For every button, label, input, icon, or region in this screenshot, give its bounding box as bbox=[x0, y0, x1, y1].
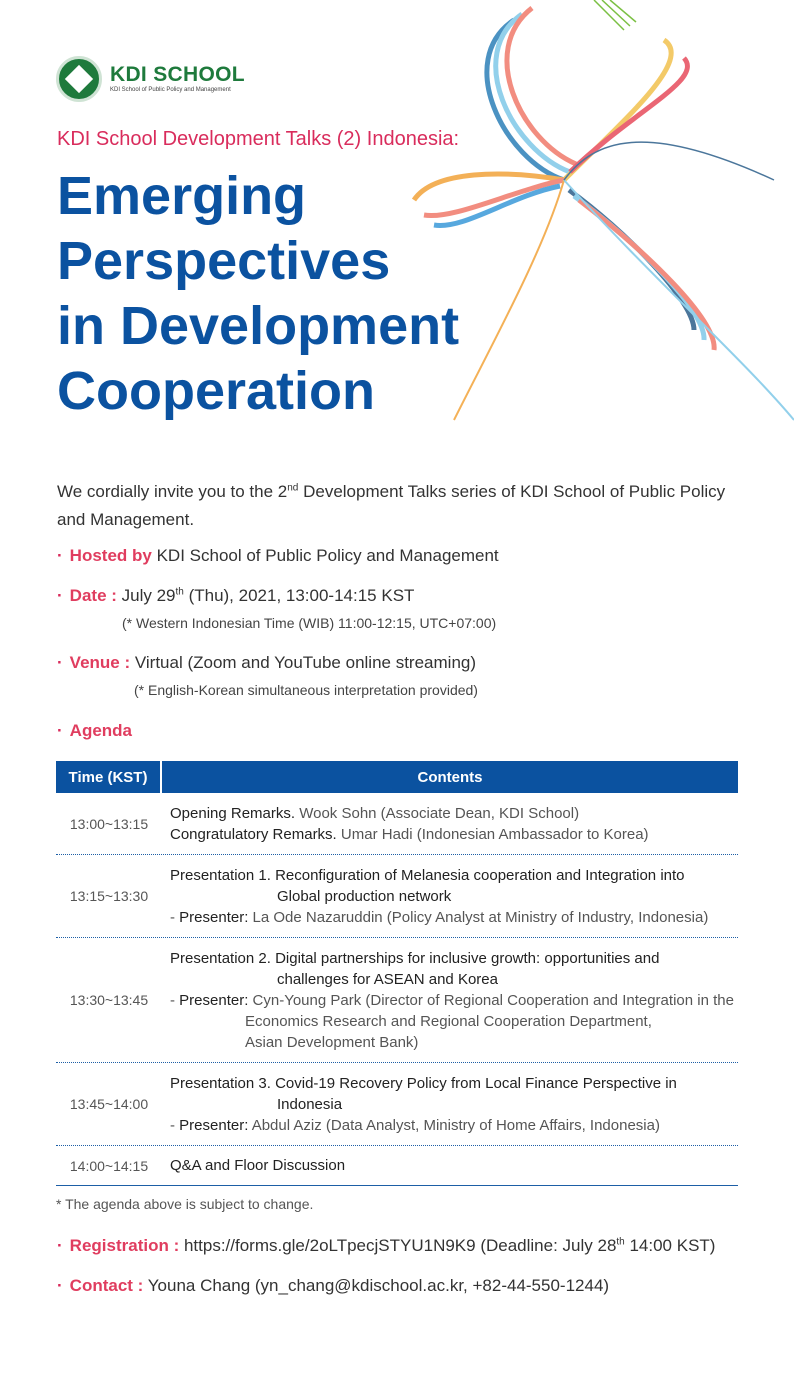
venue-item: · Venue : Virtual (Zoom and YouTube online streaming) bbox=[57, 653, 477, 672]
column-header-time: Time (KST) bbox=[56, 761, 162, 793]
agenda-table-header bbox=[56, 761, 738, 793]
table-row bbox=[56, 855, 738, 938]
row-content: Presentation 1. Reconfiguration of Melanesia cooperation and Integration into Global production network - Presenter: La Ode Nazaruddin (Policy Analyst at Ministry of Industry, Indonesia) bbox=[170, 866, 709, 926]
contact-item: · Contact : Youna Chang (yn_chang@kdischool.ac.kr, +82-44-550-1244) bbox=[57, 1276, 610, 1295]
row-content: Presentation 3. Covid-19 Recovery Policy from Local Finance Perspective in Indonesia - Presenter: Abdul Aziz (Data Analyst, Ministry of Home Affairs, Indonesia) bbox=[170, 1074, 677, 1134]
bullet-icon: · bbox=[57, 1236, 63, 1255]
table-row bbox=[56, 1063, 738, 1146]
logo-name: KDI SCHOOL bbox=[110, 63, 245, 86]
row-time: 13:45~14:00 bbox=[69, 1096, 149, 1112]
row-content: Opening Remarks. Wook Sohn (Associate Dean, KDI School) Congratulatory Remarks. Umar Hadi (Indonesian Ambassador to Korea) bbox=[170, 804, 649, 843]
row-content: Q&A and Floor Discussion bbox=[170, 1157, 346, 1174]
date-item: · Date : July 29th (Thu), 2021, 13:00-14:15 KST bbox=[57, 586, 415, 605]
registration-link[interactable]: https://forms.gle/2oLTpecjSTYU1N9K9 (Deadline: July 28 bbox=[179, 1236, 617, 1255]
row-time: 13:30~13:45 bbox=[69, 992, 149, 1008]
logo-subtitle: KDI School of Public Policy and Management bbox=[110, 87, 231, 93]
registration-item: · Registration : https://forms.gle/2oLTpecjSTYU1N9K9 (Deadline: July 28th 14:00 KST) bbox=[57, 1236, 716, 1255]
venue-note: (* English-Korean simultaneous interpretation provided) bbox=[134, 682, 478, 698]
invitation-text: We cordially invite you to the 2nd Development Talks series of KDI School of Public Policy and Management. bbox=[57, 482, 726, 529]
row-content: Presentation 2. Digital partnerships for inclusive growth: opportunities and challenges for ASEAN and Korea - Presenter: Cyn-Young Park (Director of Regional Cooperation and Integration in the Economics Research and Regional Cooperation Department, Asian Development Bank) bbox=[170, 949, 734, 1051]
page-title bbox=[57, 164, 517, 424]
agenda-table bbox=[56, 761, 738, 1186]
title-line: in Development bbox=[57, 296, 460, 356]
bullet-icon: · bbox=[57, 586, 63, 605]
date-note: (* Western Indonesian Time (WIB) 11:00-12:15, UTC+07:00) bbox=[122, 615, 497, 631]
event-series-kicker: KDI School Development Talks (2) Indonesia: bbox=[57, 128, 460, 150]
table-row bbox=[56, 793, 738, 855]
bullet-icon: · bbox=[57, 653, 63, 672]
kdi-school-logo bbox=[56, 56, 245, 102]
table-row bbox=[56, 938, 738, 1063]
agenda-footnote: * The agenda above is subject to change. bbox=[56, 1196, 314, 1212]
title-line: Cooperation bbox=[57, 361, 375, 421]
title-line: Perspectives bbox=[57, 231, 391, 291]
bullet-icon: · bbox=[57, 721, 63, 740]
contact-info[interactable]: Youna Chang (yn_chang@kdischool.ac.kr, +82-44-550-1244) bbox=[143, 1276, 610, 1295]
bullet-icon: · bbox=[57, 546, 63, 565]
column-header-contents: Contents bbox=[417, 768, 483, 786]
row-time: 13:15~13:30 bbox=[69, 888, 149, 904]
agenda-heading: · Agenda bbox=[57, 721, 133, 740]
table-row bbox=[56, 1146, 738, 1186]
row-time: 14:00~14:15 bbox=[69, 1157, 149, 1174]
bullet-icon: · bbox=[57, 1276, 63, 1295]
title-line: Emerging bbox=[57, 166, 307, 226]
kdi-seal-icon bbox=[56, 56, 102, 102]
hosted-by-item: · Hosted by KDI School of Public Policy and Management bbox=[57, 546, 499, 565]
row-time: 13:00~13:15 bbox=[69, 815, 149, 832]
